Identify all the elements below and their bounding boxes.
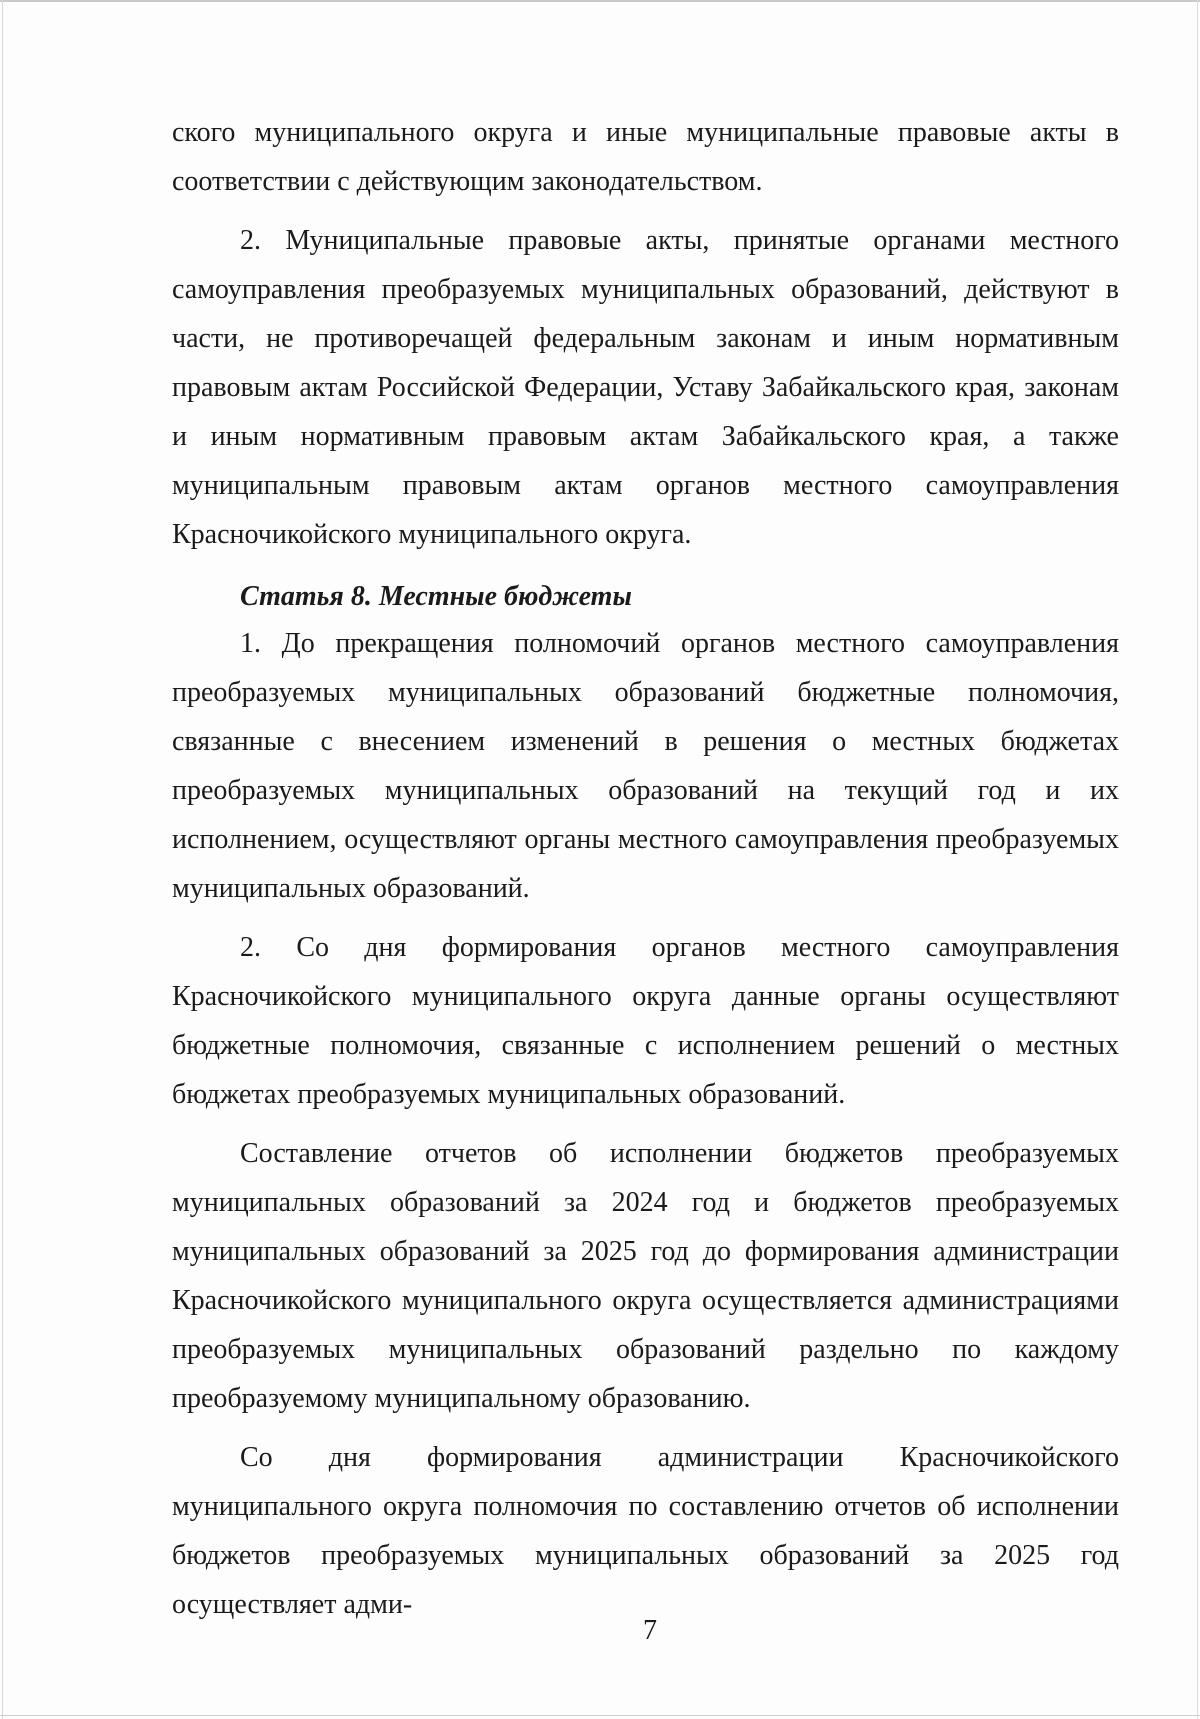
scan-edge-bottom xyxy=(0,1715,1200,1716)
page-number: 7 xyxy=(643,1615,657,1646)
article-paragraph-3: Составление отчетов об исполнении бюджетов преобразуемых муниципальных образований за 2024 год и бюджетов преобразуемых муниципальных образований за 2025 год до формирования администрации Красночикойского муниципального округа осуществляется администрациями преобразуемых муниципальных образований раздельно по каждому преобразуемому муниципальному образованию. xyxy=(172,1138,1119,1414)
scan-edge-right xyxy=(1197,0,1198,1719)
article-paragraph-2: 2. Со дня формирования органов местного самоуправления Красночикойского муниципального округа данные органы осуществляют бюджетные полномочия, связанные с исполнением решений о местных бюджетах преобразуемых муниципальных образований. xyxy=(172,932,1119,1110)
document-body xyxy=(172,108,1119,1629)
article-heading: Статья 8. Местные бюджеты xyxy=(240,581,632,612)
scan-edge-left xyxy=(2,0,3,1719)
scan-edge-top xyxy=(0,0,1200,2)
article-paragraph-1: 1. До прекращения полномочий органов местного самоуправления преобразуемых муниципальных образований бюджетные полномочия, связанные с внесением изменений в решения о местных бюджетах преобразуемых муниципальных образований на текущий год и их исполнением, осуществляют органы местного самоуправления преобразуемых муниципальных образований. xyxy=(172,628,1119,904)
paragraph-continuation: ского муниципального округа и иные муниципальные правовые акты в соответствии с действующим законодательством. xyxy=(172,117,1119,197)
paragraph-item-2: 2. Муниципальные правовые акты, принятые органами местного самоуправления преобразуемых муниципальных образований, действуют в части, не противоречащей федеральным законам и иным нормативным правовым актам Российской Федерации, Уставу Забайкальского края, законам и иным нормативным правовым актам Забайкальского края, а также муниципальным правовым актам органов местного самоуправления Красночикойского муниципального округа. xyxy=(172,225,1119,550)
article-paragraph-4: Со дня формирования администрации Красночикойского муниципального округа полномочия по составлению отчетов об исполнении бюджетов преобразуемых муниципальных образований за 2025 год осуществляет адми- xyxy=(172,1442,1119,1620)
